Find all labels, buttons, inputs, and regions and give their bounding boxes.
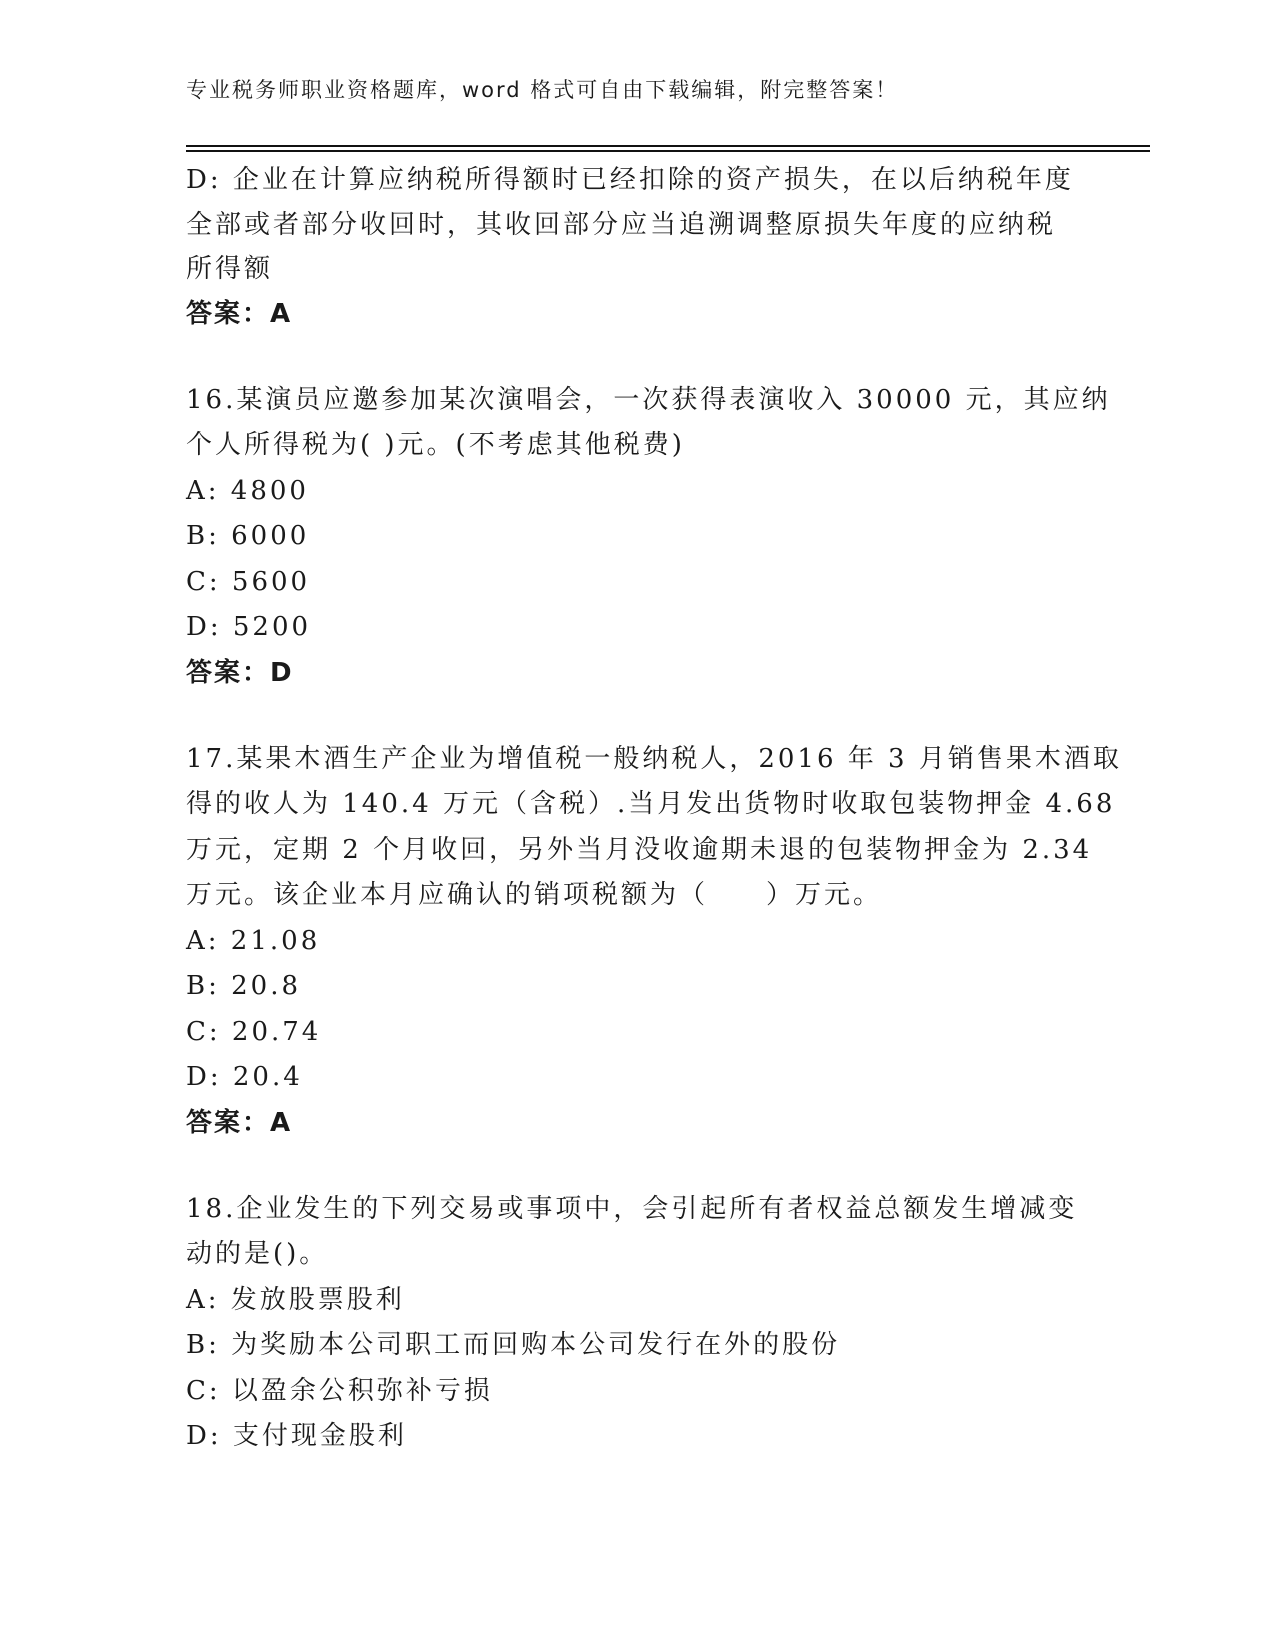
carryover-question xyxy=(186,158,1126,336)
option-a: A: 4800 xyxy=(186,475,309,506)
header-rule-top xyxy=(186,145,1150,147)
question-17 xyxy=(186,737,1126,1145)
option-b: B: 20.8 xyxy=(186,971,302,1001)
stem-line: 个人所得税为( )元。(不考虑其他税费) xyxy=(186,430,685,460)
option-a: A: 21.08 xyxy=(186,925,321,956)
option-c: C: 5600 xyxy=(186,566,311,597)
stem-line: 18.企业发生的下列交易或事项中，会引起所有者权益总额发生增减变 xyxy=(186,1193,1078,1224)
option-text-line: 全部或者部分收回时，其收回部分应当追溯调整原损失年度的应纳税 xyxy=(186,209,1057,240)
answer-label: 答案：A xyxy=(186,1107,293,1138)
header-rule-bottom xyxy=(186,150,1150,152)
option-c: C: 以盈余公积弥补亏损 xyxy=(186,1375,493,1406)
option-text-line: D: 企业在计算应纳税所得额时已经扣除的资产损失，在以后纳税年度 xyxy=(186,165,1074,195)
question-stem xyxy=(186,737,1126,919)
stem-line: 万元，定期 2 个月收回，另外当月没收逾期未退的包装物押金为 2.34 xyxy=(186,834,1093,865)
option-c: C: 20.74 xyxy=(186,1016,322,1047)
question-stem xyxy=(186,1187,1126,1278)
stem-line: 得的收人为 140.4 万元（含税）.当月发出货物时收取包装物押金 4.68 xyxy=(186,789,1116,819)
option-d: D: 5200 xyxy=(186,612,312,642)
option-d: D: 20.4 xyxy=(186,1062,303,1092)
option-a: A: 发放股票股利 xyxy=(186,1284,405,1315)
question-stem xyxy=(186,378,1126,469)
option-b: B: 为奖励本公司职工而回购本公司发行在外的股份 xyxy=(186,1330,841,1360)
stem-line: 16.某演员应邀参加某次演唱会，一次获得表演收入 30000 元，其应纳 xyxy=(186,384,1111,415)
option-b: B: 6000 xyxy=(186,521,310,551)
stem-line: 动的是()。 xyxy=(186,1239,329,1269)
answer-label: 答案：A xyxy=(186,298,293,329)
question-18 xyxy=(186,1187,1126,1460)
option-d: D: 支付现金股利 xyxy=(186,1421,407,1451)
page-header: 专业税务师职业资格题库，word 格式可自由下载编辑，附完整答案！ xyxy=(186,78,899,102)
question-16 xyxy=(186,378,1126,695)
option-text-line: 所得额 xyxy=(186,254,274,284)
stem-line: 万元。该企业本月应确认的销项税额为（ ）万元。 xyxy=(186,880,883,910)
stem-line: 17.某果木酒生产企业为增值税一般纳税人，2016 年 3 月销售果木酒取 xyxy=(186,743,1122,774)
answer-label: 答案：D xyxy=(186,657,294,688)
document-content xyxy=(186,158,1126,1460)
